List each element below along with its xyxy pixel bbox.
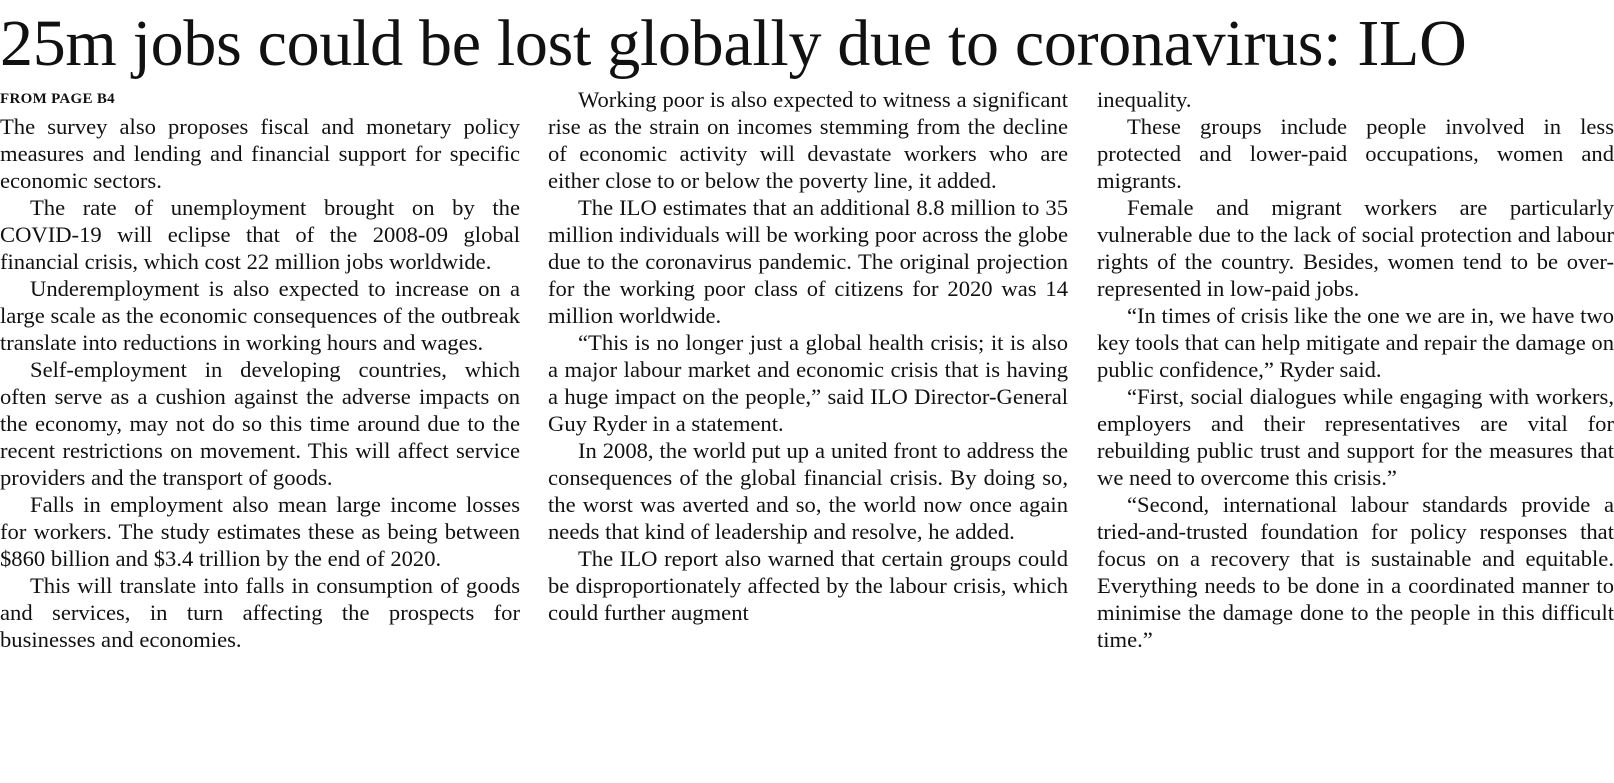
paragraph: “In times of crisis like the one we are in, we have two key tools that can help mitigate and repair the damage on public confidence,” Ryder said.: [1097, 303, 1614, 382]
paragraph: In 2008, the world put up a united front to address the consequences of the global financial crisis. By doing so, the worst was averted and so, the world now once again needs that kind of leadership and resolve, he added.: [548, 438, 1068, 544]
paragraph: The ILO estimates that an additional 8.8 million to 35 million individuals will be working poor across the globe due to the coronavirus pandemic. The original projection for the working poor class of citizens for 2020 was 14 million worldwide.: [548, 195, 1068, 328]
paragraph: Female and migrant workers are particularly vulnerable due to the lack of social protection and labour rights of the country. Besides, women tend to be over-represented in low-paid jobs.: [1097, 195, 1614, 301]
article-column-3: [1097, 86, 1614, 653]
paragraph: “First, social dialogues while engaging with workers, employers and their representatives are vital for rebuilding public trust and support for the measures that we need to overcome this crisis.”: [1097, 384, 1614, 490]
paragraph: The ILO report also warned that certain groups could be disproportionately affected by the labour crisis, which could further augment: [548, 546, 1068, 625]
paragraph: Underemployment is also expected to increase on a large scale as the economic consequences of the outbreak translate into reductions in working hours and wages.: [0, 276, 520, 355]
paragraph: These groups include people involved in less protected and lower-paid occupations, women and migrants.: [1097, 114, 1614, 193]
paragraph: Falls in employment also mean large income losses for workers. The study estimates these as being between $860 billion and $3.4 trillion by the end of 2020.: [0, 492, 520, 571]
continued-from-label: FROM PAGE B4: [0, 91, 115, 107]
article-column-1: [0, 86, 520, 653]
paragraph: “Second, international labour standards provide a tried-and-trusted foundation for policy responses that focus on a recovery that is sustainable and equitable. Everything needs to be done in a coordinated manner to minimise the damage done to the people in this difficult time.”: [1097, 492, 1614, 652]
paragraph: inequality.: [1097, 87, 1192, 112]
paragraph: “This is no longer just a global health crisis; it is also a major labour market and economic crisis that is having a huge impact on the people,” said ILO Director-General Guy Ryder in a statement.: [548, 330, 1068, 436]
headline: 25m jobs could be lost globally due to coronavirus: ILO: [0, 7, 1467, 80]
paragraph: The survey also proposes fiscal and monetary policy measures and lending and financial support for specific economic sectors.: [0, 114, 520, 193]
paragraph: Self-employment in developing countries, which often serve as a cushion against the adverse impacts on the economy, may not do so this time around due to the recent restrictions on movement. This will affect service providers and the transport of goods.: [0, 357, 520, 490]
paragraph: This will translate into falls in consumption of goods and services, in turn affecting the prospects for businesses and economies.: [0, 573, 520, 652]
article-column-2: [548, 86, 1068, 626]
paragraph: Working poor is also expected to witness a significant rise as the strain on incomes stemming from the decline of economic activity will devastate workers who are either close to or below the poverty line, it added.: [548, 87, 1068, 193]
paragraph: The rate of unemployment brought on by the COVID-19 will eclipse that of the 2008-09 global financial crisis, which cost 22 million jobs worldwide.: [0, 195, 520, 274]
